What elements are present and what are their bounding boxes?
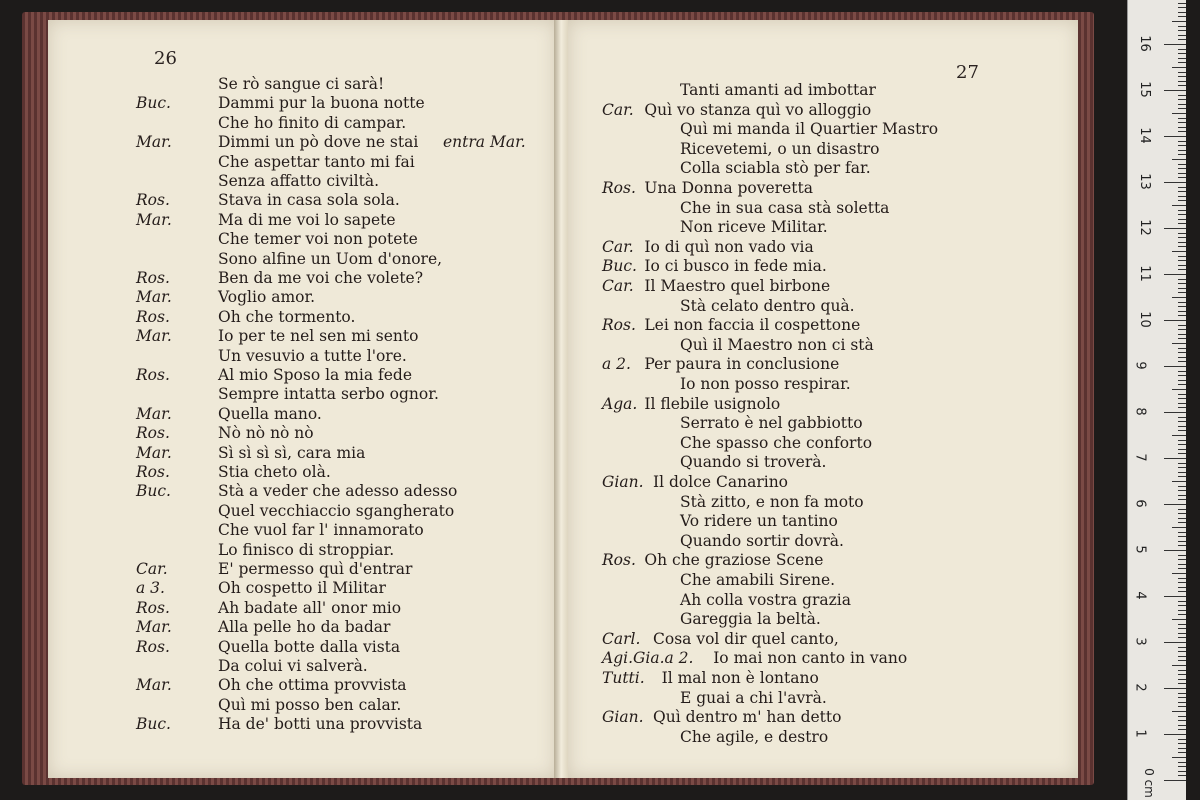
- verse-line: Alla pelle ho da badar: [218, 618, 391, 637]
- speaker-label: a 3.: [136, 579, 165, 598]
- speaker-label: Mar.: [136, 618, 172, 637]
- ruler-tick: [1178, 122, 1186, 123]
- verse-line: Quì il Maestro non ci stà: [680, 335, 874, 354]
- ruler-number: 12: [1136, 219, 1152, 236]
- ruler-tick: [1164, 458, 1186, 459]
- ruler-tick: [1178, 141, 1186, 142]
- speaker-label: Buc.: [602, 257, 637, 276]
- ruler-tick: [1178, 637, 1186, 638]
- left-page: [48, 20, 556, 778]
- speaker-label: Ros.: [136, 307, 170, 326]
- verse-line: Serrato è nel gabbiotto: [680, 414, 863, 433]
- verse-line: Che ho finito di campar.: [218, 113, 407, 132]
- ruler-tick: [1172, 159, 1186, 160]
- ruler-tick: [1178, 371, 1186, 372]
- verse-line: Ah colla vostra grazia: [680, 590, 851, 609]
- ruler-tick: [1178, 311, 1186, 312]
- verse-line: Oh che graziose Scene: [644, 551, 824, 570]
- ruler-tick: [1178, 338, 1186, 339]
- verse-line: Dimmi un pò dove ne stai: [218, 133, 419, 152]
- verse-line: Stia cheto olà.: [218, 463, 331, 481]
- ruler-tick: [1178, 421, 1186, 422]
- speaker-label: Mar.: [136, 210, 172, 229]
- ruler-tick: [1172, 619, 1186, 620]
- speaker-label: Aga.: [602, 394, 638, 413]
- ruler-tick: [1164, 366, 1186, 367]
- ruler-tick: [1178, 168, 1186, 169]
- speaker-label: Ros.: [136, 598, 170, 617]
- verse-line: Ah badate all' onor mio: [218, 598, 402, 617]
- ruler-tick: [1178, 545, 1186, 546]
- page-number: 26: [154, 48, 177, 69]
- verse-line: Quando sortir dovrà.: [680, 531, 844, 550]
- ruler-tick: [1178, 352, 1186, 353]
- ruler-tick: [1178, 472, 1186, 473]
- ruler-unit-label: 0 cm: [1141, 768, 1156, 798]
- ruler-tick: [1178, 697, 1186, 698]
- speaker-label: Mar.: [136, 133, 172, 152]
- ruler-tick: [1172, 251, 1186, 252]
- verse-line: Quella botte dalla vista: [218, 637, 401, 656]
- ruler-tick: [1178, 53, 1186, 54]
- ruler-tick: [1164, 228, 1186, 229]
- ruler-tick: [1178, 578, 1186, 579]
- ruler-tick: [1178, 762, 1186, 763]
- verse-line: Quel vecchiaccio sgangherato: [218, 501, 455, 520]
- ruler-tick: [1178, 490, 1186, 491]
- ruler-tick: [1178, 614, 1186, 615]
- ruler-number: 1: [1132, 729, 1148, 738]
- ruler-tick: [1178, 518, 1186, 519]
- ruler-tick: [1178, 265, 1186, 266]
- ruler-tick: [1164, 320, 1186, 321]
- verse-line: Che spasso che conforto: [680, 433, 873, 452]
- ruler-number: 2: [1132, 683, 1148, 692]
- ruler-number: 10: [1136, 311, 1152, 328]
- ruler-tick: [1178, 743, 1186, 744]
- ruler-tick: [1178, 729, 1186, 730]
- verse-line: Che agile, e destro: [680, 727, 829, 746]
- ruler-tick: [1178, 76, 1186, 77]
- verse-line: Io per te nel sen mi sento: [218, 327, 419, 346]
- speaker-label: Car.: [136, 560, 168, 578]
- ruler-tick: [1178, 348, 1186, 349]
- ruler-tick: [1178, 568, 1186, 569]
- verse-line: Vo ridere un tantino: [680, 512, 838, 531]
- ruler-tick: [1178, 58, 1186, 59]
- ruler-tick: [1178, 191, 1186, 192]
- ruler-tick: [1172, 113, 1186, 114]
- ruler-tick: [1178, 555, 1186, 556]
- ruler-tick: [1178, 95, 1186, 96]
- speaker-label: Tutti.: [602, 669, 645, 687]
- ruler-tick: [1178, 752, 1186, 753]
- verse-line: Se rò sangue ci sarà!: [218, 75, 385, 93]
- ruler-tick: [1178, 99, 1186, 100]
- speaker-label: Buc.: [136, 482, 171, 501]
- speaker-label: Ros.: [602, 316, 636, 335]
- ruler-tick: [1178, 532, 1186, 533]
- speaker-label: Agi.Gia.a 2.: [602, 649, 694, 668]
- verse-line: Lo finisco di stroppiar.: [218, 540, 395, 559]
- ruler-tick: [1178, 62, 1186, 63]
- ruler-tick: [1178, 269, 1186, 270]
- verse-line: Che in sua casa stà soletta: [680, 198, 890, 217]
- ruler-tick: [1178, 647, 1186, 648]
- verse-line: Che aspettar tanto mi fai: [218, 152, 415, 171]
- ruler-tick: [1178, 453, 1186, 454]
- ruler-tick: [1178, 108, 1186, 109]
- speaker-label: Buc.: [136, 715, 171, 734]
- ruler-number: 5: [1132, 545, 1148, 554]
- ruler-number: 13: [1136, 173, 1152, 190]
- verse-line: Oh che tormento.: [218, 307, 356, 326]
- ruler-tick: [1178, 173, 1186, 174]
- ruler-tick: [1172, 573, 1186, 574]
- speaker-label: Ros.: [136, 424, 170, 443]
- ruler-tick: [1178, 748, 1186, 749]
- ruler-tick: [1178, 426, 1186, 427]
- ruler-tick: [1178, 660, 1186, 661]
- verse-line: Io mai non canto in vano: [713, 649, 908, 668]
- ruler-tick: [1178, 513, 1186, 514]
- ruler-tick: [1178, 145, 1186, 146]
- ruler-tick: [1164, 504, 1186, 505]
- ruler-tick: [1172, 389, 1186, 390]
- ruler-tick: [1178, 237, 1186, 238]
- page-number: 27: [956, 62, 979, 83]
- stage-direction: entra Mar.: [443, 133, 526, 152]
- ruler-tick: [1178, 329, 1186, 330]
- ruler-tick: [1178, 30, 1186, 31]
- verse-line: Sì sì sì sì, cara mia: [218, 443, 366, 462]
- ruler-tick: [1178, 476, 1186, 477]
- ruler-tick: [1164, 688, 1186, 689]
- ruler-tick: [1172, 757, 1186, 758]
- ruler-tick: [1164, 780, 1186, 781]
- verse-line: Da colui vi salverà.: [218, 657, 368, 675]
- ruler-number: 8: [1132, 407, 1148, 416]
- ruler-tick: [1178, 679, 1186, 680]
- verse-line: Ma di me voi lo sapete: [218, 210, 396, 229]
- ruler-tick: [1178, 495, 1186, 496]
- verse-line: Il dolce Canarino: [653, 473, 789, 491]
- ruler-tick: [1178, 706, 1186, 707]
- verse-line: Che amabili Sirene.: [680, 571, 836, 589]
- ruler-tick: [1178, 81, 1186, 82]
- ruler-tick: [1178, 509, 1186, 510]
- ruler-tick: [1178, 35, 1186, 36]
- verse-line: Quando si troverà.: [680, 453, 827, 472]
- ruler-tick: [1178, 725, 1186, 726]
- ruler-tick: [1178, 223, 1186, 224]
- ruler-tick: [1178, 559, 1186, 560]
- ruler-tick: [1172, 67, 1186, 68]
- speaker-label: Buc.: [136, 94, 171, 113]
- verse-line: Io di quì non vado via: [644, 237, 814, 256]
- speaker-label: Gian.: [602, 473, 644, 491]
- verse-line: Quella mano.: [218, 404, 322, 423]
- ruler-tick: [1178, 334, 1186, 335]
- verse-line: Quì vo stanza quì vo alloggio: [644, 100, 872, 119]
- verse-line: Che temer voi non potete: [218, 230, 418, 249]
- ruler-tick: [1178, 651, 1186, 652]
- ruler-tick: [1172, 481, 1186, 482]
- ruler-tick: [1178, 587, 1186, 588]
- speaker-label: Ros.: [136, 269, 170, 287]
- speaker-label: Gian.: [602, 708, 644, 727]
- ruler-tick: [1178, 624, 1186, 625]
- ruler-tick: [1178, 85, 1186, 86]
- ruler-tick: [1178, 104, 1186, 105]
- ruler-tick: [1178, 417, 1186, 418]
- verse-line: Non riceve Militar.: [680, 218, 828, 237]
- ruler-tick: [1164, 274, 1186, 275]
- speaker-label: Mar.: [136, 404, 172, 423]
- ruler-tick: [1178, 3, 1186, 4]
- verse-line: Il mal non è lontano: [661, 669, 819, 687]
- ruler-tick: [1178, 716, 1186, 717]
- verse-line: Senza affatto civiltà.: [218, 172, 380, 190]
- verse-line: Il flebile usignolo: [644, 394, 781, 413]
- ruler-tick: [1178, 499, 1186, 500]
- ruler-tick: [1178, 380, 1186, 381]
- ruler-tick: [1178, 683, 1186, 684]
- measuring-ruler: [1127, 0, 1186, 800]
- ruler-tick: [1172, 435, 1186, 436]
- ruler-tick: [1178, 233, 1186, 234]
- verse-line: Una Donna poveretta: [644, 179, 813, 197]
- ruler-tick: [1178, 674, 1186, 675]
- right-page: [568, 20, 1078, 778]
- ruler-tick: [1164, 642, 1186, 643]
- ruler-tick: [1178, 693, 1186, 694]
- ruler-tick: [1178, 118, 1186, 119]
- ruler-number: 15: [1136, 81, 1152, 98]
- verse-line: Stà celato dentro quà.: [680, 296, 855, 315]
- verse-line: Quì mi manda il Quartier Mastro: [680, 120, 939, 139]
- speaker-label: Car.: [602, 100, 634, 119]
- ruler-tick: [1172, 711, 1186, 712]
- verse-line: Il Maestro quel birbone: [644, 277, 831, 295]
- ruler-tick: [1178, 246, 1186, 247]
- verse-line: Lei non faccia il cospettone: [644, 316, 861, 335]
- ruler-tick: [1178, 591, 1186, 592]
- verse-line: Quì mi posso ben calar.: [218, 695, 402, 714]
- ruler-tick: [1178, 306, 1186, 307]
- ruler-tick: [1178, 463, 1186, 464]
- ruler-tick: [1178, 403, 1186, 404]
- ruler-tick: [1164, 182, 1186, 183]
- ruler-tick: [1178, 449, 1186, 450]
- ruler-tick: [1178, 288, 1186, 289]
- verse-line: Quì dentro m' han detto: [653, 708, 842, 727]
- ruler-tick: [1178, 407, 1186, 408]
- ruler-tick: [1164, 90, 1186, 91]
- verse-line: Ha de' botti una provvista: [218, 715, 423, 734]
- verse-line: Cosa vol dir quel canto,: [653, 629, 839, 648]
- ruler-tick: [1178, 394, 1186, 395]
- verse-line: Voglio amor.: [218, 288, 316, 307]
- speaker-label: Ros.: [136, 366, 170, 384]
- ruler-tick: [1178, 219, 1186, 220]
- verse-line: Io non posso respirar.: [680, 375, 851, 393]
- ruler-tick: [1178, 49, 1186, 50]
- ruler-tick: [1178, 39, 1186, 40]
- verse-line: Dammi pur la buona notte: [218, 94, 425, 113]
- ruler-tick: [1178, 177, 1186, 178]
- ruler-tick: [1178, 582, 1186, 583]
- verse-line: Ben da me voi che volete?: [218, 269, 424, 287]
- ruler-tick: [1178, 605, 1186, 606]
- ruler-tick: [1164, 44, 1186, 45]
- ruler-tick: [1178, 398, 1186, 399]
- speaker-label: Ros.: [136, 637, 170, 656]
- ruler-tick: [1172, 205, 1186, 206]
- verse-line: Per paura in conclusione: [644, 355, 840, 374]
- verse-line: E' permesso quì d'entrar: [218, 560, 413, 578]
- ruler-tick: [1164, 412, 1186, 413]
- ruler-tick: [1178, 739, 1186, 740]
- ruler-tick: [1178, 384, 1186, 385]
- ruler-tick: [1178, 16, 1186, 17]
- speaker-label: a 2.: [602, 355, 631, 374]
- speaker-label: Car.: [602, 277, 634, 295]
- ruler-tick: [1172, 343, 1186, 344]
- verse-line: Che vuol far l' innamorato: [218, 521, 424, 540]
- ruler-tick: [1178, 164, 1186, 165]
- ruler-tick: [1178, 325, 1186, 326]
- ruler-tick: [1178, 771, 1186, 772]
- ruler-number: 6: [1132, 499, 1148, 508]
- ruler-tick: [1178, 601, 1186, 602]
- ruler-number: 3: [1132, 637, 1148, 646]
- speaker-label: Ros.: [602, 551, 636, 570]
- ruler-tick: [1178, 302, 1186, 303]
- verse-line: Ricevetemi, o un disastro: [680, 139, 880, 158]
- ruler-tick: [1178, 127, 1186, 128]
- ruler-tick: [1178, 72, 1186, 73]
- ruler-number: 14: [1136, 127, 1152, 144]
- speaker-label: Mar.: [136, 443, 172, 462]
- verse-line: Tanti amanti ad imbottar: [680, 81, 876, 99]
- ruler-tick: [1164, 136, 1186, 137]
- verse-line: Stà zitto, e non fa moto: [680, 492, 864, 511]
- verse-line: Sempre intatta serbo ognor.: [218, 385, 439, 404]
- speaker-label: Ros.: [136, 463, 170, 481]
- ruler-tick: [1178, 256, 1186, 257]
- ruler-tick: [1178, 210, 1186, 211]
- ruler-tick: [1178, 26, 1186, 27]
- ruler-tick: [1178, 536, 1186, 537]
- verse-line: E guai a chi l'avrà.: [680, 688, 827, 707]
- ruler-tick: [1172, 21, 1186, 22]
- ruler-tick: [1178, 656, 1186, 657]
- verse-line: Nò nò nò nò: [218, 424, 314, 443]
- ruler-tick: [1178, 200, 1186, 201]
- verse-line: Al mio Sposo la mia fede: [218, 366, 413, 384]
- ruler-tick: [1178, 131, 1186, 132]
- ruler-tick: [1178, 702, 1186, 703]
- ruler-tick: [1178, 214, 1186, 215]
- ruler-tick: [1178, 187, 1186, 188]
- ruler-tick: [1178, 628, 1186, 629]
- ruler-tick: [1178, 633, 1186, 634]
- speaker-label: Car.: [602, 237, 634, 256]
- speaker-label: Mar.: [136, 676, 172, 695]
- ruler-tick: [1172, 665, 1186, 666]
- ruler-tick: [1178, 430, 1186, 431]
- ruler-tick: [1178, 357, 1186, 358]
- ruler-tick: [1178, 260, 1186, 261]
- ruler-tick: [1178, 375, 1186, 376]
- ruler-tick: [1178, 279, 1186, 280]
- ruler-tick: [1164, 550, 1186, 551]
- ruler-tick: [1178, 720, 1186, 721]
- speaker-label: Mar.: [136, 288, 172, 307]
- speaker-label: Carl.: [602, 629, 641, 648]
- speaker-label: Mar.: [136, 327, 172, 346]
- verse-line: Gareggia la beltà.: [680, 610, 821, 629]
- ruler-number: 4: [1132, 591, 1148, 600]
- ruler-tick: [1178, 12, 1186, 13]
- ruler-tick: [1178, 242, 1186, 243]
- speaker-label: Ros.: [602, 179, 636, 197]
- ruler-tick: [1178, 541, 1186, 542]
- ruler-tick: [1172, 297, 1186, 298]
- verse-line: Stà a veder che adesso adesso: [218, 482, 458, 501]
- speaker-label: Ros.: [136, 191, 170, 210]
- ruler-tick: [1178, 7, 1186, 8]
- ruler-tick: [1178, 154, 1186, 155]
- ruler-number: 11: [1136, 265, 1152, 282]
- ruler-tick: [1178, 444, 1186, 445]
- ruler-number: 7: [1132, 453, 1148, 462]
- ruler-tick: [1178, 315, 1186, 316]
- ruler-tick: [1178, 150, 1186, 151]
- ruler-tick: [1178, 522, 1186, 523]
- ruler-tick: [1178, 564, 1186, 565]
- verse-line: Un vesuvio a tutte l'ore.: [218, 346, 407, 365]
- verse-line: Io ci busco in fede mia.: [644, 257, 827, 276]
- ruler-tick: [1178, 467, 1186, 468]
- verse-line: Colla sciabla stò per far.: [680, 159, 871, 178]
- ruler-tick: [1178, 486, 1186, 487]
- ruler-number: 16: [1136, 35, 1152, 52]
- ruler-tick: [1178, 610, 1186, 611]
- ruler-tick: [1164, 734, 1186, 735]
- ruler-number: 9: [1132, 361, 1148, 370]
- ruler-tick: [1178, 196, 1186, 197]
- ruler-tick: [1178, 361, 1186, 362]
- verse-line: Sono alfine un Uom d'onore,: [218, 249, 443, 268]
- verse-line: Stava in casa sola sola.: [218, 191, 400, 210]
- ruler-tick: [1178, 283, 1186, 284]
- ruler-tick: [1172, 527, 1186, 528]
- verse-line: Oh cospetto il Militar: [218, 579, 386, 598]
- ruler-tick: [1164, 596, 1186, 597]
- ruler-tick: [1178, 440, 1186, 441]
- verse-line: Oh che ottima provvista: [218, 676, 407, 695]
- ruler-tick: [1178, 766, 1186, 767]
- ruler-tick: [1178, 292, 1186, 293]
- ruler-tick: [1178, 670, 1186, 671]
- ruler-tick: [1178, 775, 1186, 776]
